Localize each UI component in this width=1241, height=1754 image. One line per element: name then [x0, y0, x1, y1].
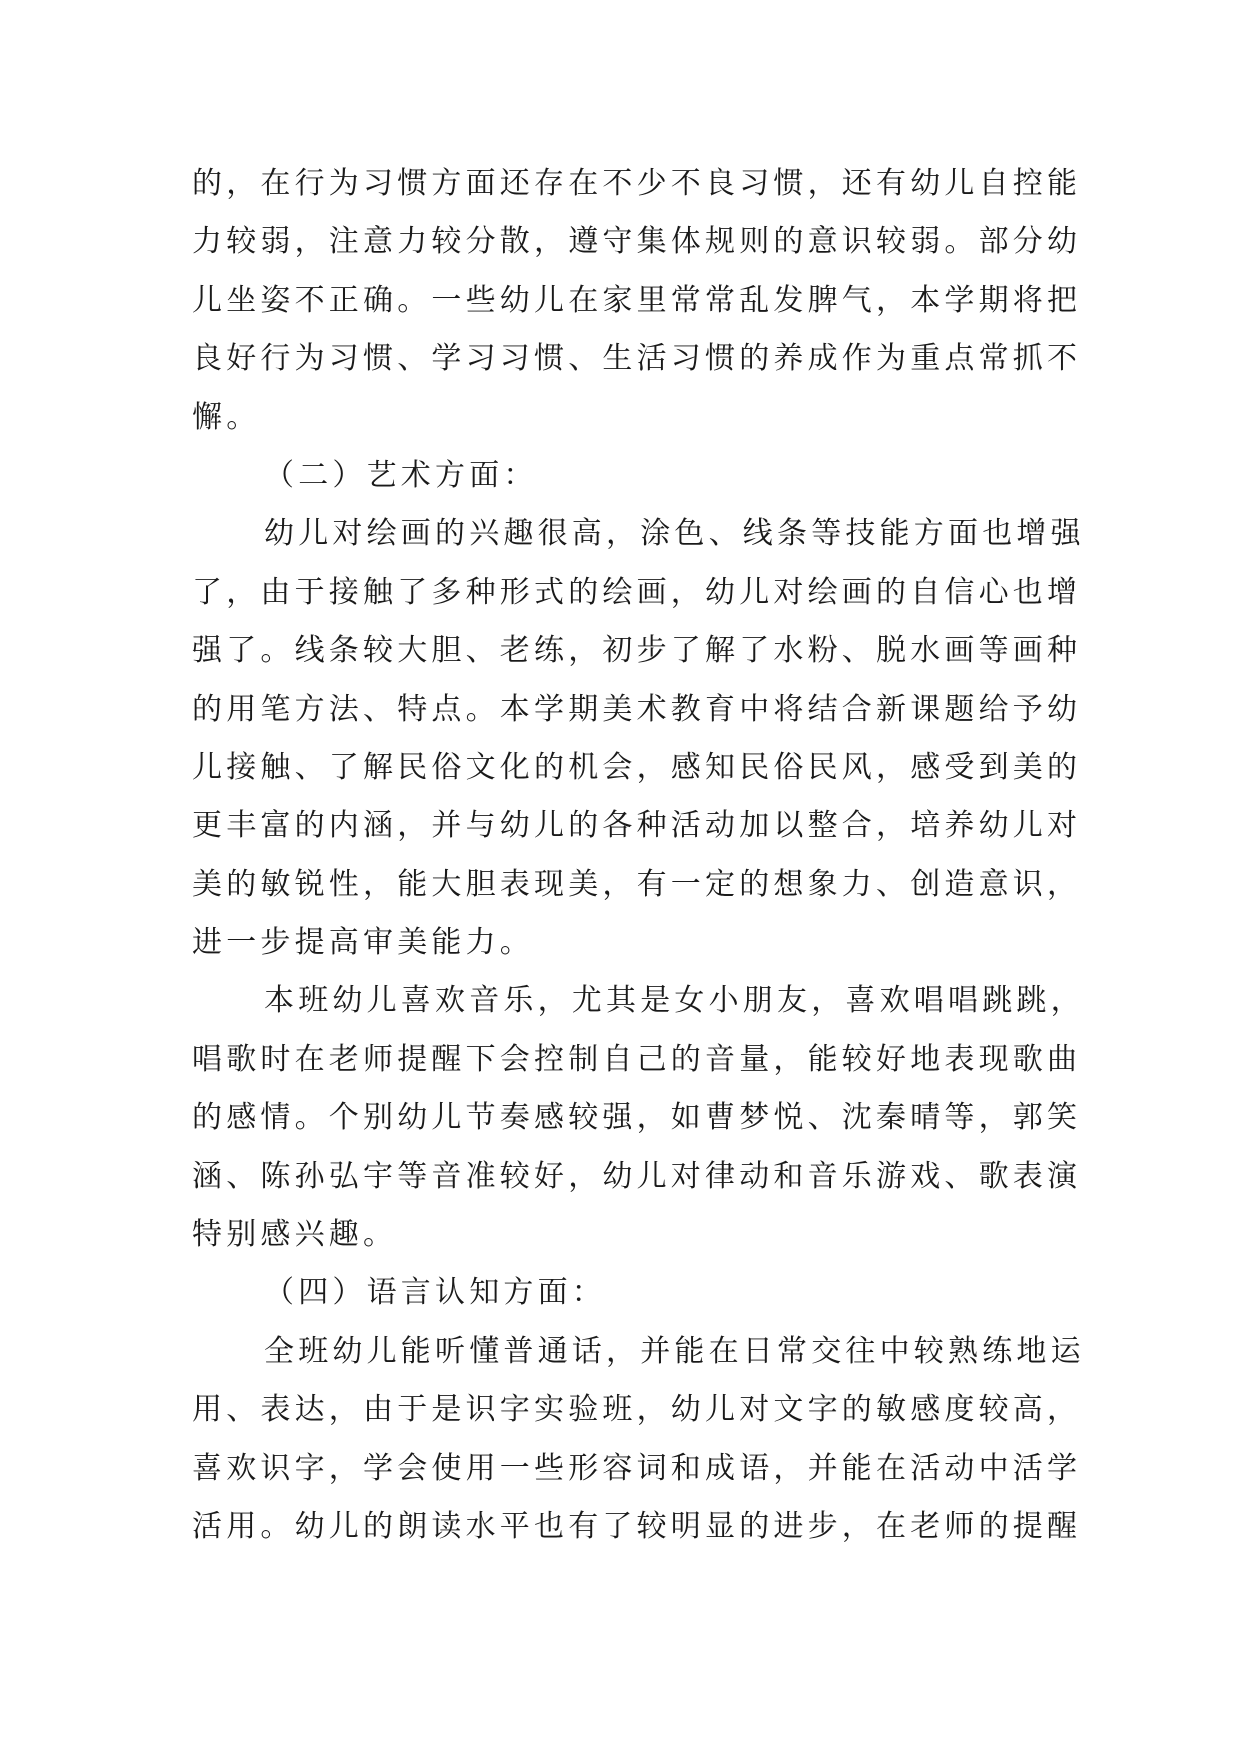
text-line: 力较弱，注意力较分散，遵守集体规则的意识较弱。部分幼 [192, 224, 1082, 260]
text-line: 的感情。个别幼儿节奏感较强，如曹梦悦、沈秦晴等，郭笑 [192, 1100, 1082, 1136]
text-line: 美的敏锐性，能大胆表现美，有一定的想象力、创造意识， [192, 866, 1082, 902]
text-line: 唱歌时在老师提醒下会控制自己的音量，能较好地表现歌曲 [192, 1041, 1082, 1077]
paragraph-start: 全班幼儿能听懂普通话，并能在日常交往中较熟练地运 [264, 1333, 1085, 1369]
text-line: 活用。幼儿的朗读水平也有了较明显的进步，在老师的提醒 [192, 1508, 1082, 1544]
section-heading-language: （四）语言认知方面： [264, 1275, 606, 1311]
text-line: 进一步提高审美能力。 [192, 925, 534, 961]
paragraph-start: 本班幼儿喜欢音乐，尤其是女小朋友，喜欢唱唱跳跳， [264, 983, 1085, 1019]
text-line: 更丰富的内涵，并与幼儿的各种活动加以整合，培养幼儿对 [192, 808, 1082, 844]
text-line: 的，在行为习惯方面还存在不少不良习惯，还有幼儿自控能 [192, 166, 1082, 201]
text-line: 强了。线条较大胆、老练，初步了解了水粉、脱水画等画种 [192, 633, 1082, 669]
document-body [192, 155, 1085, 1556]
text-line: 涵、陈孙弘宇等音准较好，幼儿对律动和音乐游戏、歌表演 [192, 1158, 1082, 1194]
text-line: 特别感兴趣。 [192, 1217, 398, 1253]
text-line: 的用笔方法、特点。本学期美术教育中将结合新课题给予幼 [192, 691, 1082, 727]
text-line: 良好行为习惯、学习习惯、生活习惯的养成作为重点常抓不 [192, 341, 1082, 377]
text-line: 懈。 [192, 399, 261, 435]
paragraph-start: 幼儿对绘画的兴趣很高，涂色、线条等技能方面也增强 [264, 516, 1085, 552]
text-line: 了，由于接触了多种形式的绘画，幼儿对绘画的自信心也增 [192, 574, 1082, 610]
text-line: 儿坐姿不正确。一些幼儿在家里常常乱发脾气，本学期将把 [192, 282, 1082, 318]
text-line: 用、表达，由于是识字实验班，幼儿对文字的敏感度较高， [192, 1392, 1082, 1428]
text-line: 喜欢识字，学会使用一些形容词和成语，并能在活动中活学 [192, 1450, 1082, 1486]
text-line: 儿接触、了解民俗文化的机会，感知民俗民风，感受到美的 [192, 749, 1082, 785]
section-heading-art: （二）艺术方面： [264, 457, 538, 493]
